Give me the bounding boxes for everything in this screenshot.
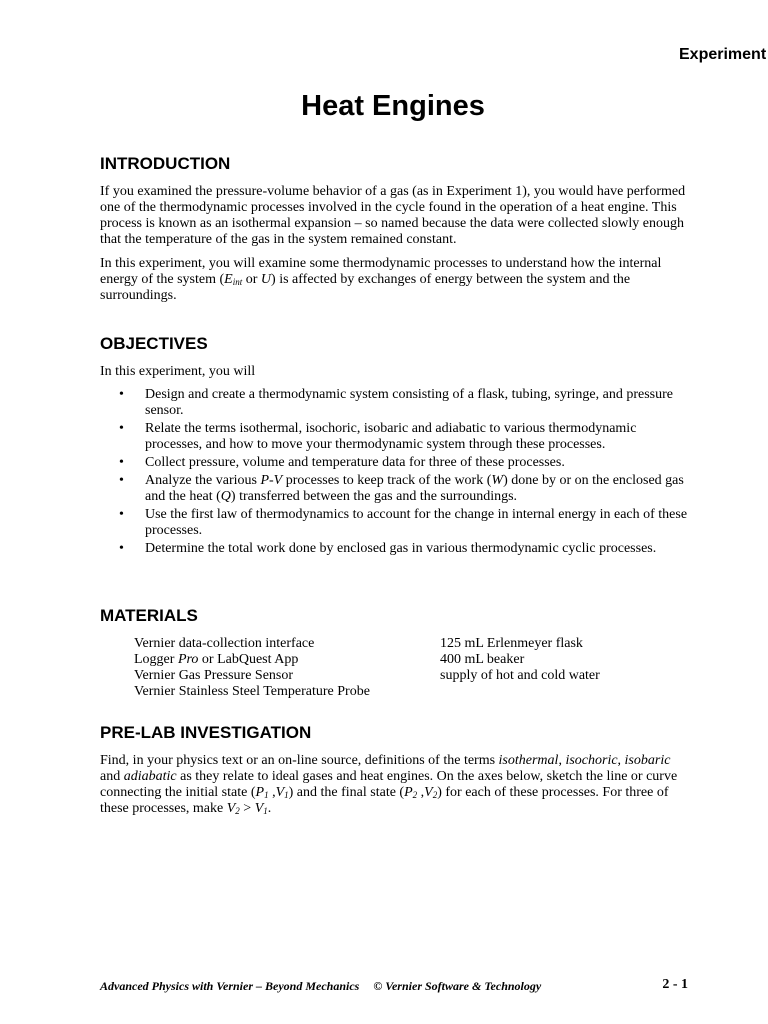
materials-right-list — [440, 636, 600, 684]
introduction-paragraph-2: In this experiment, you will examine some thermodynamic processes to understand how the internal energy of the system ($E_{int}$ or U) is affected by exchanges of energy between the system and the surroundings. — [100, 256, 662, 303]
bullet-icon: • — [119, 455, 124, 470]
list-item: 400 mL beaker — [440, 652, 525, 667]
materials-left-list — [134, 636, 370, 700]
bullet-icon: • — [119, 473, 124, 488]
objectives-intro: In this experiment, you will — [100, 364, 256, 379]
bullet-icon: • — [119, 541, 124, 556]
bullet-icon: • — [119, 507, 124, 522]
list-item: Vernier Gas Pressure Sensor — [134, 668, 294, 683]
list-item: Logger Pro or LabQuest App — [134, 652, 299, 667]
introduction-paragraph-1: If you examined the pressure-volume behavior of a gas (as in Experiment 1), you would have performed one of the thermodynamic processes involved in the cycle found in the operation of a heat engine. This process is known as an isothermal expansion – so named because the data were collected slowly enough that the temperature of the gas in the system remained constant. — [100, 184, 686, 247]
introduction-heading: INTRODUCTION — [100, 154, 231, 173]
bullet-icon: • — [119, 387, 124, 402]
list-item: • Relate the terms isothermal, isochoric, isobaric and adiabatic to various thermodynamic processes, and how to move your thermodynamic system through these processes. — [119, 421, 637, 452]
bullet-icon: • — [119, 421, 124, 436]
prelab-paragraph: Find, in your physics text or an on-line source, definitions of the terms isothermal, isochoric, isobaric and adiabatic as they relate to ideal gases and heat engines. On the axes below, sketch the line or curve connecting the initial state ($P_1$ $,V_1$) and the final state ($P_2$ $,V_2$) for each of these processes. For three of these processes, make $V_2 > V_1$. — [100, 753, 678, 816]
list-item: Vernier Stainless Steel Temperature Probe — [134, 684, 370, 699]
footer-copyright: © Vernier Software & Technology — [373, 979, 542, 993]
footer-book-title: Advanced Physics with Vernier – Beyond Mechanics — [100, 979, 360, 993]
list-item: • Design and create a thermodynamic system consisting of a flask, tubing, syringe, and pressure sensor. — [119, 387, 673, 418]
list-item: Vernier data-collection interface — [134, 636, 315, 651]
objectives-heading: OBJECTIVES — [100, 334, 208, 353]
list-item: • Analyze the various P-V processes to keep track of the work (W) done by or on the enclosed gas and the heat (Q) transferred between the gas and the surroundings. — [119, 473, 684, 504]
running-head: Experiment — [679, 46, 767, 63]
page-footer — [100, 978, 688, 994]
page-number: 2 - 1 — [662, 977, 688, 992]
list-item: • Collect pressure, volume and temperature data for three of these processes. — [119, 455, 565, 470]
list-item: • Use the first law of thermodynamics to account for the change in internal energy in each of these processes. — [119, 507, 688, 538]
objectives-list — [100, 387, 690, 559]
list-item: 125 mL Erlenmeyer flask — [440, 636, 583, 651]
list-item: supply of hot and cold water — [440, 668, 600, 683]
page-title: Heat Engines — [301, 90, 485, 122]
list-item: • Determine the total work done by enclosed gas in various thermodynamic cyclic processes. — [119, 541, 657, 556]
prelab-heading: PRE-LAB INVESTIGATION — [100, 723, 312, 742]
materials-heading: MATERIALS — [100, 606, 198, 625]
